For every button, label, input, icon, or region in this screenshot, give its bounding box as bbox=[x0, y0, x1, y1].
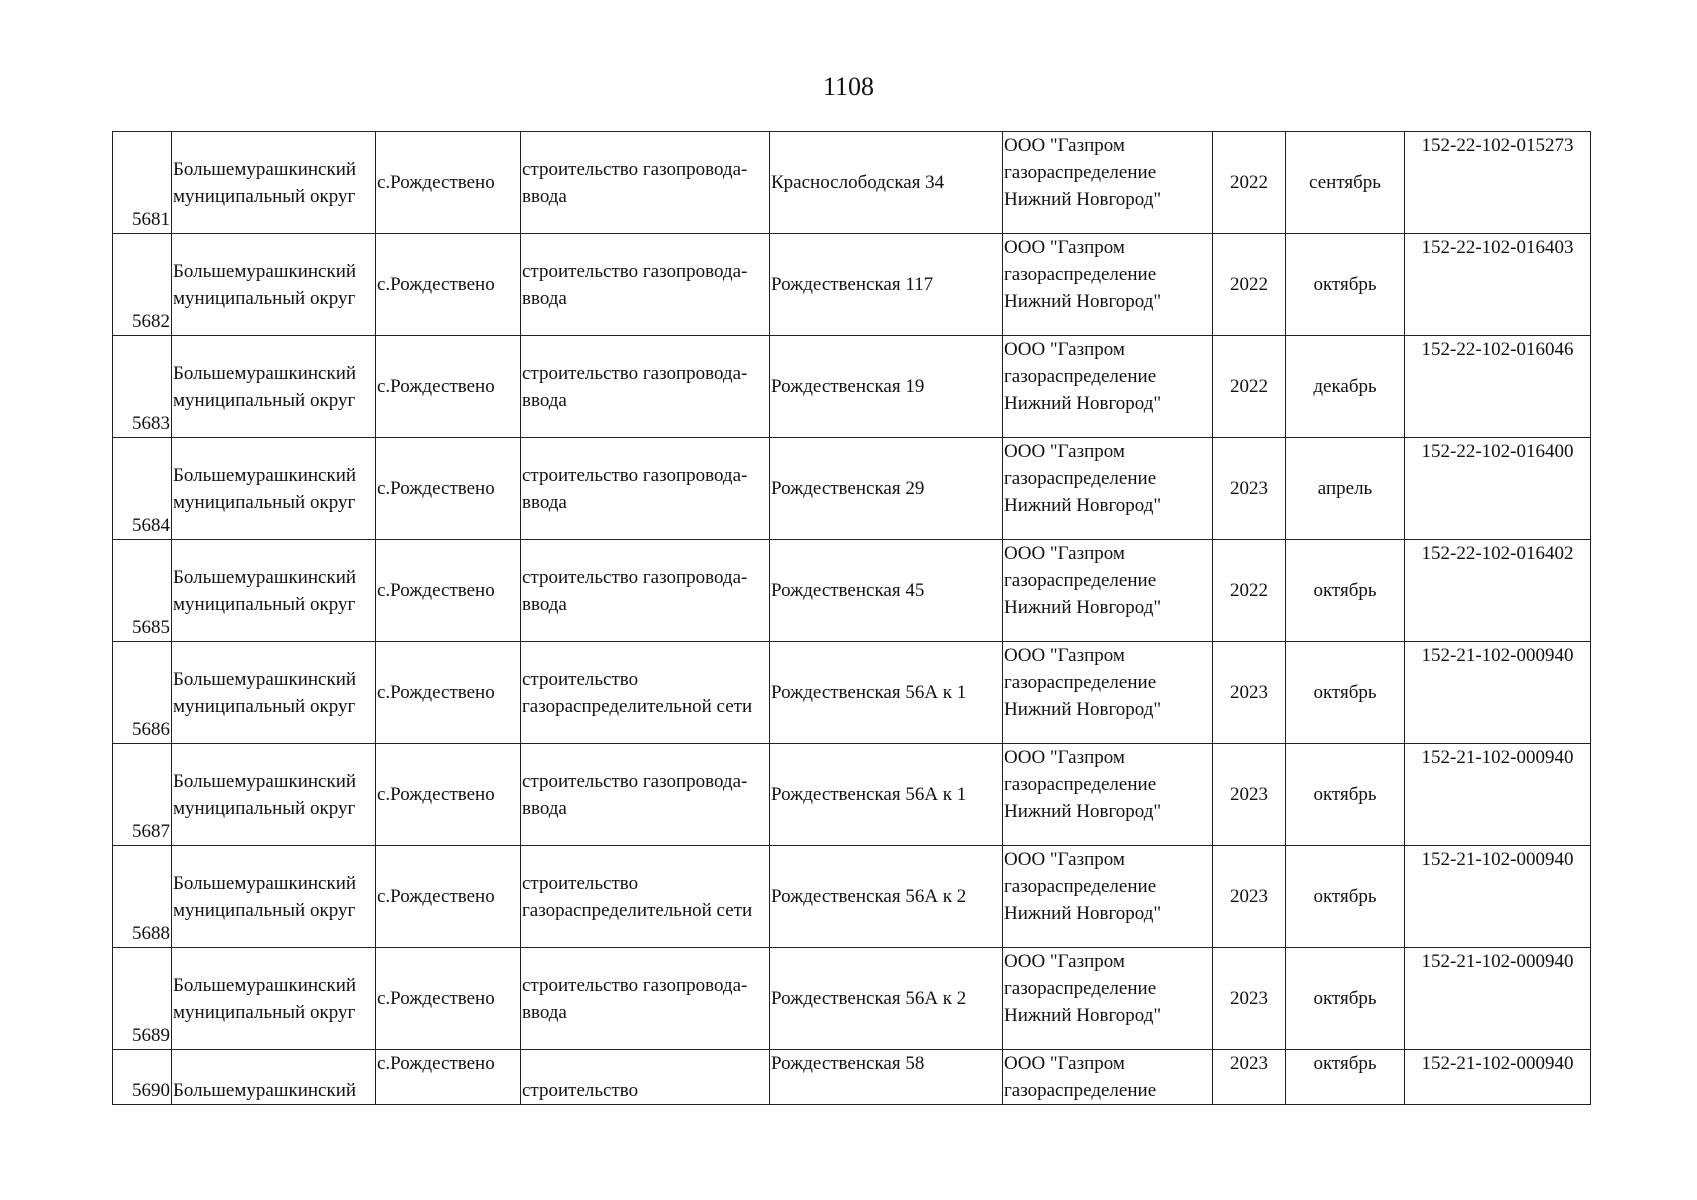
district-cell bbox=[172, 540, 376, 642]
organization-cell bbox=[1003, 438, 1213, 540]
organization-cell-line: газораспределение bbox=[1004, 366, 1157, 387]
request-code-cell: 152-22-102-015273 bbox=[1405, 132, 1591, 234]
organization-cell-line: ООО "Газпром bbox=[1004, 339, 1125, 360]
work-type-cell bbox=[521, 744, 770, 846]
row-number: 5686 bbox=[113, 642, 172, 744]
row-number: 5687 bbox=[113, 744, 172, 846]
district-cell bbox=[172, 132, 376, 234]
organization-cell-line: Нижний Новгород" bbox=[1004, 1005, 1162, 1026]
organization-cell bbox=[1003, 642, 1213, 744]
year-cell: 2022 bbox=[1213, 234, 1286, 336]
year-cell: 2022 bbox=[1213, 540, 1286, 642]
month-cell: октябрь bbox=[1286, 540, 1405, 642]
request-code-cell: 152-22-102-016400 bbox=[1405, 438, 1591, 540]
organization-cell-line: газораспределение bbox=[1004, 468, 1157, 489]
organization-cell-line: газораспределение bbox=[1004, 978, 1157, 999]
page-number: 1108 bbox=[822, 72, 875, 101]
work-type-cell-line: строительство газопровода- bbox=[522, 974, 748, 996]
district-cell-line: муниципальный округ bbox=[173, 491, 356, 513]
work-type-cell-line: строительство газопровода- bbox=[522, 770, 748, 792]
district-cell-line: муниципальный округ bbox=[173, 389, 356, 411]
address-cell: Рождественская 29 bbox=[770, 438, 1003, 540]
village-cell: с.Рождествено bbox=[376, 336, 521, 438]
district-cell-line: Большемурашкинский bbox=[173, 158, 357, 180]
work-type-cell-line: строительство bbox=[522, 1080, 639, 1101]
request-code-cell: 152-22-102-016403 bbox=[1405, 234, 1591, 336]
address-cell: Краснослободская 34 bbox=[770, 132, 1003, 234]
village-cell: с.Рождествено bbox=[376, 642, 521, 744]
organization-cell-line: газораспределение bbox=[1004, 264, 1157, 285]
request-code-cell: 152-21-102-000940 bbox=[1405, 1050, 1591, 1105]
table-row bbox=[113, 234, 1591, 336]
year-cell: 2023 bbox=[1213, 642, 1286, 744]
request-code-cell: 152-21-102-000940 bbox=[1405, 846, 1591, 948]
work-type-cell-line: строительство газопровода- bbox=[522, 260, 748, 282]
month-cell: октябрь bbox=[1286, 846, 1405, 948]
year-cell: 2023 bbox=[1213, 744, 1286, 846]
request-code-cell: 152-21-102-000940 bbox=[1405, 744, 1591, 846]
month-cell: октябрь bbox=[1286, 744, 1405, 846]
village-cell: с.Рождествено bbox=[376, 948, 521, 1050]
organization-cell bbox=[1003, 1050, 1213, 1105]
organization-cell-line: ООО "Газпром bbox=[1004, 747, 1125, 768]
organization-cell-line: Нижний Новгород" bbox=[1004, 699, 1162, 720]
work-type-cell-line: ввода bbox=[522, 797, 567, 819]
district-cell-line: Большемурашкинский bbox=[173, 464, 357, 486]
district-cell bbox=[172, 642, 376, 744]
work-type-cell bbox=[521, 540, 770, 642]
organization-cell-line: газораспределение bbox=[1004, 774, 1157, 795]
address-cell: Рождественская 19 bbox=[770, 336, 1003, 438]
table-row bbox=[113, 1050, 1591, 1105]
address-cell: Рождественская 45 bbox=[770, 540, 1003, 642]
work-type-cell-line: строительство bbox=[522, 668, 639, 690]
work-type-cell-line: строительство газопровода- bbox=[522, 362, 748, 384]
table-row bbox=[113, 744, 1591, 846]
address-cell: Рождественская 56А к 2 bbox=[770, 846, 1003, 948]
district-cell-line: Большемурашкинский bbox=[173, 974, 357, 996]
table-row bbox=[113, 948, 1591, 1050]
request-code-cell: 152-21-102-000940 bbox=[1405, 948, 1591, 1050]
district-cell-line: Большемурашкинский bbox=[173, 872, 357, 894]
organization-cell bbox=[1003, 234, 1213, 336]
district-cell-line: муниципальный округ bbox=[173, 287, 356, 309]
work-type-cell-line: ввода bbox=[522, 491, 567, 513]
village-cell: с.Рождествено bbox=[376, 846, 521, 948]
district-cell bbox=[172, 438, 376, 540]
organization-cell-line: ООО "Газпром bbox=[1004, 951, 1125, 972]
address-cell: Рождественская 56А к 1 bbox=[770, 744, 1003, 846]
district-cell-line: Большемурашкинский bbox=[173, 770, 357, 792]
table-row bbox=[113, 438, 1591, 540]
request-code-cell: 152-22-102-016046 bbox=[1405, 336, 1591, 438]
work-type-cell-line: строительство bbox=[522, 872, 639, 894]
work-type-cell-line: газораспределительной сети bbox=[522, 695, 753, 717]
organization-cell-line: Нижний Новгород" bbox=[1004, 393, 1162, 414]
row-number: 5681 bbox=[113, 132, 172, 234]
village-cell: с.Рождествено bbox=[376, 234, 521, 336]
address-cell: Рождественская 56А к 1 bbox=[770, 642, 1003, 744]
address-cell: Рождественская 117 bbox=[770, 234, 1003, 336]
district-cell bbox=[172, 234, 376, 336]
row-number: 5688 bbox=[113, 846, 172, 948]
organization-cell-line: газораспределение bbox=[1004, 570, 1157, 591]
organization-cell-line: Нижний Новгород" bbox=[1004, 903, 1162, 924]
address-cell: Рождественская 58 bbox=[770, 1050, 1003, 1105]
work-type-cell-line: строительство газопровода- bbox=[522, 158, 748, 180]
organization-cell-line: ООО "Газпром bbox=[1004, 849, 1125, 870]
organization-cell-line: Нижний Новгород" bbox=[1004, 291, 1162, 312]
district-cell bbox=[172, 948, 376, 1050]
work-type-cell-line: газораспределительной сети bbox=[522, 899, 753, 921]
address-cell: Рождественская 56А к 2 bbox=[770, 948, 1003, 1050]
work-type-cell bbox=[521, 234, 770, 336]
district-cell-line: Большемурашкинский bbox=[173, 668, 357, 690]
row-number: 5690 bbox=[113, 1050, 172, 1105]
year-cell: 2022 bbox=[1213, 132, 1286, 234]
row-number: 5685 bbox=[113, 540, 172, 642]
organization-cell bbox=[1003, 846, 1213, 948]
year-cell: 2023 bbox=[1213, 1050, 1286, 1105]
row-number: 5683 bbox=[113, 336, 172, 438]
work-type-cell bbox=[521, 642, 770, 744]
table-row bbox=[113, 132, 1591, 234]
row-number: 5682 bbox=[113, 234, 172, 336]
district-cell bbox=[172, 744, 376, 846]
year-cell: 2023 bbox=[1213, 438, 1286, 540]
district-cell-line: Большемурашкинский bbox=[173, 566, 357, 588]
district-cell-line: муниципальный округ bbox=[173, 593, 356, 615]
request-code-cell: 152-22-102-016402 bbox=[1405, 540, 1591, 642]
organization-cell-line: газораспределение bbox=[1004, 162, 1157, 183]
organization-cell bbox=[1003, 948, 1213, 1050]
district-cell-line: Большемурашкинский bbox=[173, 260, 357, 282]
work-type-cell bbox=[521, 132, 770, 234]
month-cell: сентябрь bbox=[1286, 132, 1405, 234]
organization-cell bbox=[1003, 540, 1213, 642]
table-row bbox=[113, 336, 1591, 438]
district-cell-line: муниципальный округ bbox=[173, 899, 356, 921]
organization-cell-line: Нижний Новгород" bbox=[1004, 189, 1162, 210]
month-cell: октябрь bbox=[1286, 642, 1405, 744]
work-type-cell bbox=[521, 1050, 770, 1105]
table-row bbox=[113, 846, 1591, 948]
work-type-cell-line: ввода bbox=[522, 389, 567, 411]
work-type-cell-line: строительство газопровода- bbox=[522, 566, 748, 588]
year-cell: 2023 bbox=[1213, 846, 1286, 948]
work-type-cell bbox=[521, 438, 770, 540]
work-type-cell-line: строительство газопровода- bbox=[522, 464, 748, 486]
registry-table bbox=[112, 131, 1591, 1105]
district-cell bbox=[172, 336, 376, 438]
work-type-cell bbox=[521, 846, 770, 948]
organization-cell bbox=[1003, 336, 1213, 438]
month-cell: октябрь bbox=[1286, 234, 1405, 336]
work-type-cell-line: ввода bbox=[522, 185, 567, 207]
organization-cell-line: ООО "Газпром bbox=[1004, 543, 1125, 564]
row-number: 5684 bbox=[113, 438, 172, 540]
village-cell: с.Рождествено bbox=[376, 438, 521, 540]
village-cell: с.Рождествено bbox=[376, 744, 521, 846]
district-cell bbox=[172, 1050, 376, 1105]
organization-cell-line: ООО "Газпром bbox=[1004, 135, 1125, 156]
district-cell bbox=[172, 846, 376, 948]
organization-cell-line: ООО "Газпром bbox=[1004, 441, 1125, 462]
table-row bbox=[113, 642, 1591, 744]
month-cell: октябрь bbox=[1286, 1050, 1405, 1105]
month-cell: апрель bbox=[1286, 438, 1405, 540]
organization-cell-line: Нижний Новгород" bbox=[1004, 495, 1162, 516]
organization-cell-line: газораспределение bbox=[1004, 672, 1157, 693]
organization-cell bbox=[1003, 744, 1213, 846]
district-cell-line: Большемурашкинский bbox=[173, 362, 357, 384]
district-cell-line: Большемурашкинский bbox=[173, 1080, 357, 1101]
table-body bbox=[113, 132, 1591, 1105]
table-row bbox=[113, 540, 1591, 642]
village-cell: с.Рождествено bbox=[376, 132, 521, 234]
organization-cell-line: Нижний Новгород" bbox=[1004, 801, 1162, 822]
organization-cell-line: Нижний Новгород" bbox=[1004, 597, 1162, 618]
work-type-cell-line: ввода bbox=[522, 1001, 567, 1023]
year-cell: 2022 bbox=[1213, 336, 1286, 438]
work-type-cell-line: ввода bbox=[522, 287, 567, 309]
village-cell: с.Рождествено bbox=[376, 540, 521, 642]
district-cell-line: муниципальный округ bbox=[173, 185, 356, 207]
year-cell: 2023 bbox=[1213, 948, 1286, 1050]
month-cell: декабрь bbox=[1286, 336, 1405, 438]
work-type-cell bbox=[521, 336, 770, 438]
row-number: 5689 bbox=[113, 948, 172, 1050]
village-cell: с.Рождествено bbox=[376, 1050, 521, 1105]
request-code-cell: 152-21-102-000940 bbox=[1405, 642, 1591, 744]
organization-cell-line: газораспределение bbox=[1004, 876, 1157, 897]
organization-cell bbox=[1003, 132, 1213, 234]
organization-cell-line: ООО "Газпром bbox=[1004, 645, 1125, 666]
district-cell-line: муниципальный округ bbox=[173, 1001, 356, 1023]
district-cell-line: муниципальный округ bbox=[173, 797, 356, 819]
work-type-cell bbox=[521, 948, 770, 1050]
organization-cell-line: ООО "Газпром bbox=[1004, 237, 1125, 258]
work-type-cell-line: ввода bbox=[522, 593, 567, 615]
organization-cell-line: газораспределение bbox=[1004, 1080, 1157, 1101]
month-cell: октябрь bbox=[1286, 948, 1405, 1050]
district-cell-line: муниципальный округ bbox=[173, 695, 356, 717]
organization-cell-line: ООО "Газпром bbox=[1004, 1053, 1125, 1074]
